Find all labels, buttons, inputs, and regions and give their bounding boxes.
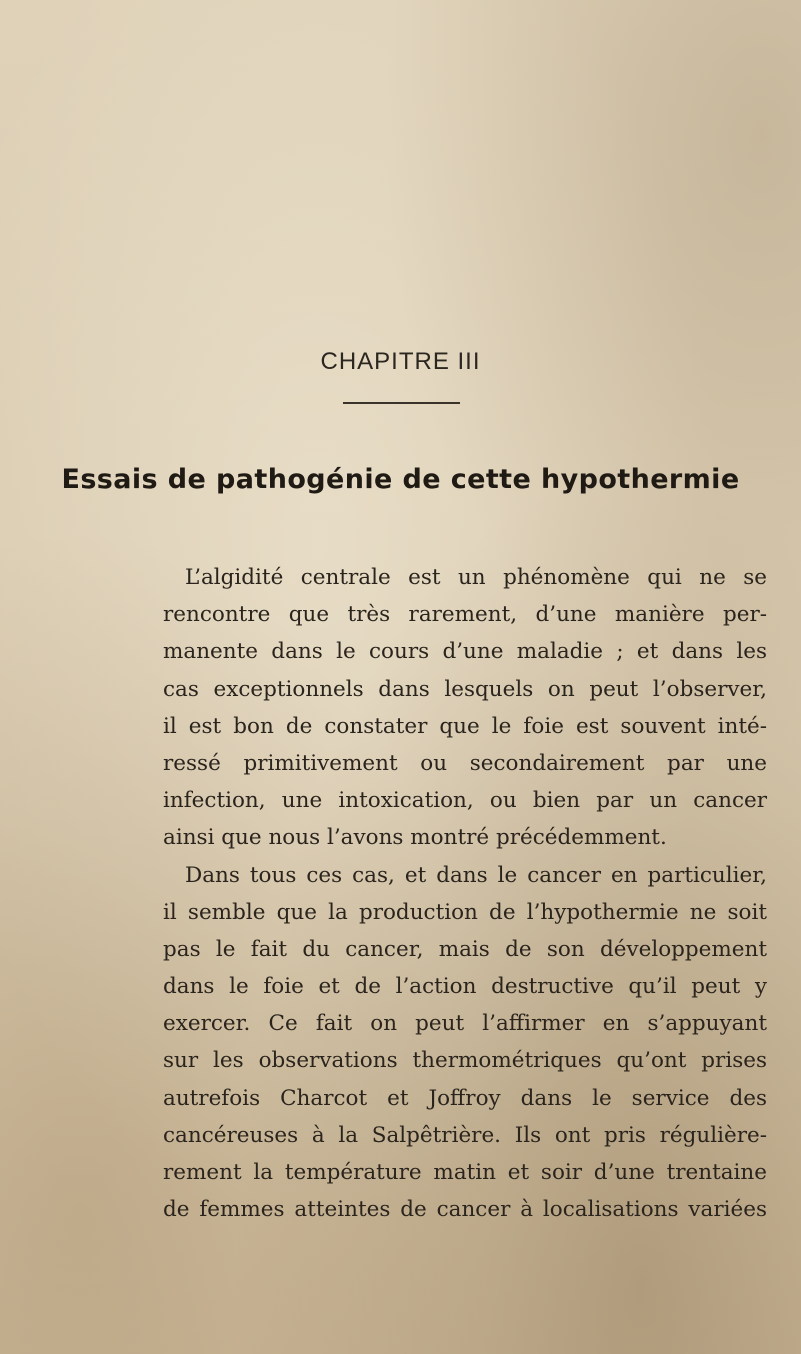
text-line: ainsi que nous l’avons montré précédemment. (163, 825, 667, 851)
text-line: exercer. Ce fait on peut l’affirmer en s’appuyant (163, 1011, 767, 1037)
text-line: infection, une intoxication, ou bien par un cancer (163, 788, 767, 814)
text-line: il est bon de constater que le foie est souvent inté- (163, 713, 767, 739)
body-paragraphs (163, 559, 767, 1228)
text-line: manente dans le cours d’une maladie ; et dans les (163, 639, 767, 665)
text-line: cancéreuses à la Salpêtrière. Ils ont pris régulière- (163, 1122, 767, 1148)
text-line: L’algidité centrale est un phénomène qui ne se (185, 565, 767, 590)
text-line: autrefois Charcot et Joffroy dans le service des (163, 1085, 767, 1111)
text-line: il semble que la production de l’hypothermie ne soit (163, 899, 767, 925)
text-line: cas exceptionnels dans lesquels on peut l’observer, (163, 676, 767, 702)
text-line: Dans tous ces cas, et dans le cancer en particulier, (185, 862, 767, 888)
text-line: ressé primitivement ou secondairement par une (163, 750, 767, 776)
text-line: de femmes atteintes de cancer à localisations variées (163, 1197, 767, 1223)
heading-divider (343, 402, 460, 404)
text-line: rencontre que très rarement, d’une manière per- (163, 602, 767, 628)
text-line: dans le foie et de l’action destructive qu’il peut y (163, 974, 767, 1000)
section-title: Essais de pathogénie de cette hypothermie (61, 464, 740, 495)
chapter-heading: CHAPITRE III (320, 348, 481, 375)
text-line: rement la température matin et soir d’une trentaine (163, 1160, 767, 1185)
text-line: sur les observations thermométriques qu’ont prises (163, 1048, 767, 1074)
text-line: pas le fait du cancer, mais de son développement (163, 936, 767, 962)
